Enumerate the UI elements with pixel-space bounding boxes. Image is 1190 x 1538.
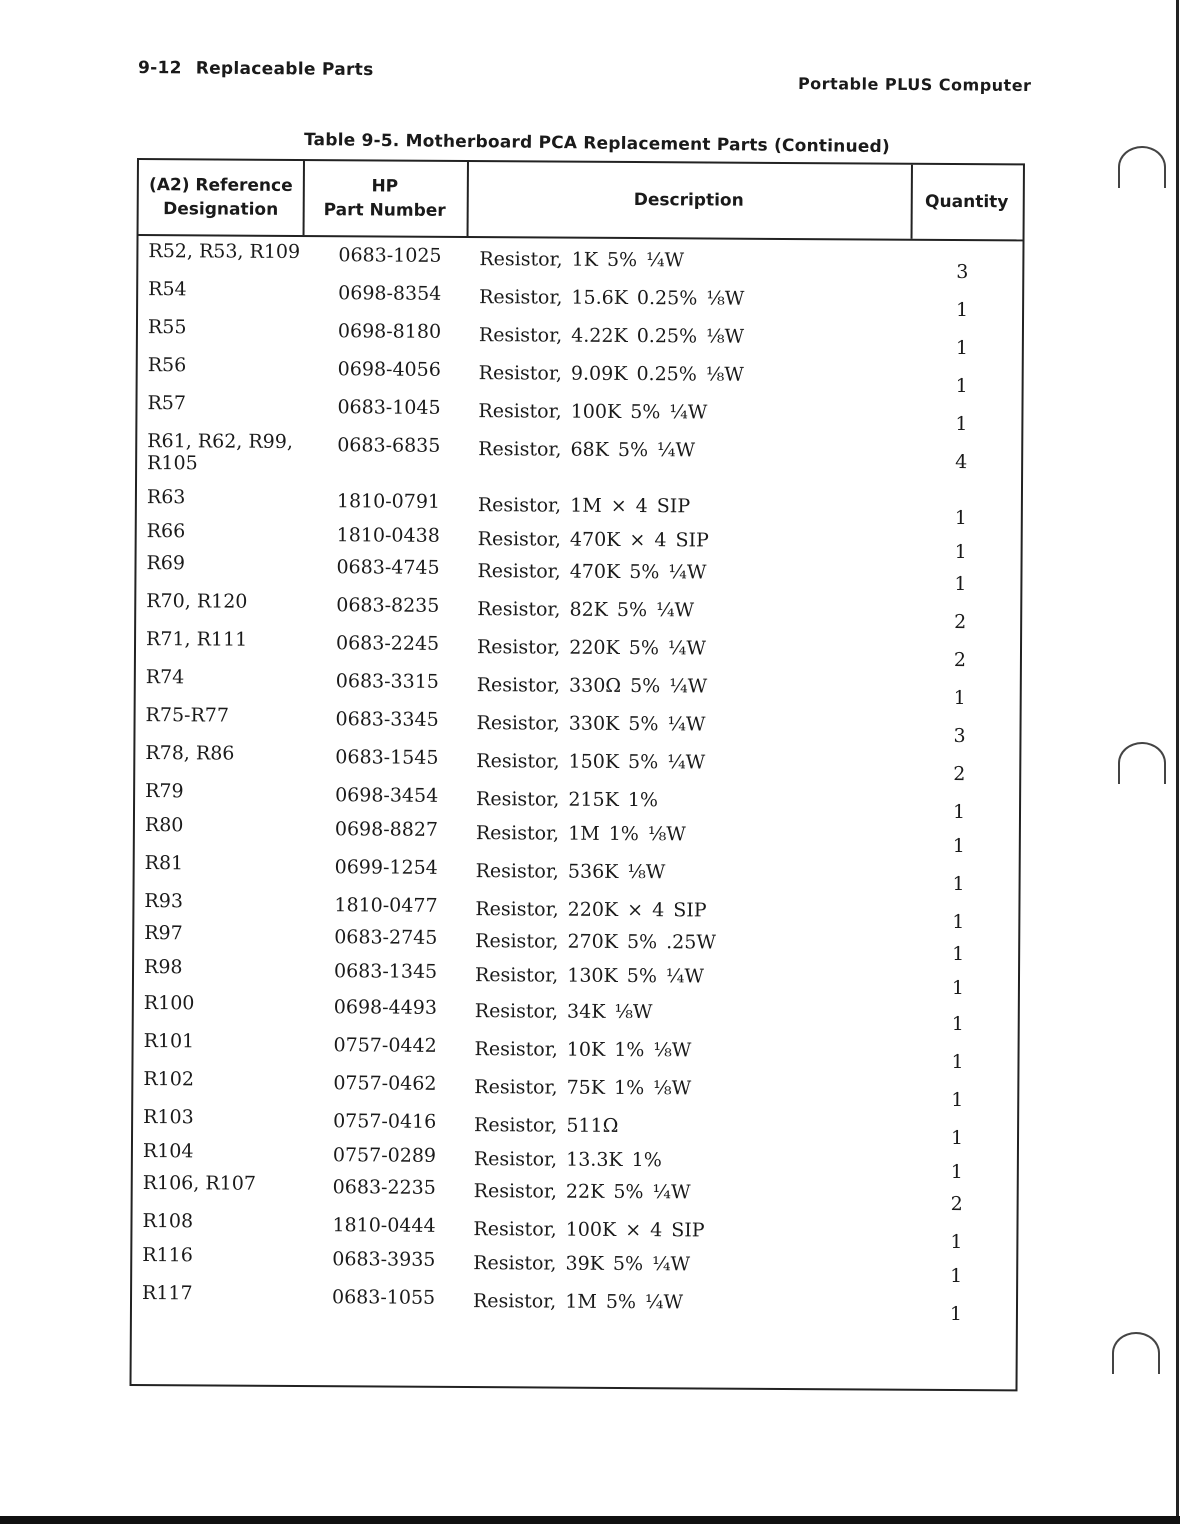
table-row [135, 780, 1019, 824]
reference-designation: R102 [143, 1068, 195, 1091]
reference-designation: R70, R120 [146, 590, 248, 613]
quantity: 1 [953, 686, 966, 710]
binder-hole-top [1118, 146, 1166, 188]
reference-designation: R80 [144, 814, 184, 837]
part-number: 0757-0416 [333, 1110, 437, 1133]
description: Resistor, 13.3K 1% [473, 1148, 662, 1172]
reference-designation: R98 [143, 956, 183, 979]
table-row [132, 1282, 1016, 1326]
table-header-row [139, 160, 1023, 241]
reference-designation: R52, R53, R109 [148, 240, 301, 263]
table-row [137, 552, 1021, 596]
reference-designation: R57 [147, 392, 187, 415]
description: Resistor, 215K 1% [476, 788, 659, 812]
quantity: 1 [955, 413, 968, 436]
reference-designation: R93 [144, 890, 184, 913]
quantity: 1 [954, 541, 967, 564]
part-number: 0683-2235 [332, 1176, 436, 1199]
table-row [137, 486, 1021, 530]
table-row [138, 278, 1022, 322]
part-number: 0683-1545 [335, 746, 439, 769]
reference-designation: R117 [141, 1282, 193, 1305]
part-number: 0757-0442 [333, 1034, 437, 1057]
quantity: 3 [956, 261, 969, 284]
page-edge [1176, 0, 1179, 1524]
part-number: 0683-2245 [335, 632, 440, 655]
quantity: 1 [956, 299, 969, 322]
binder-hole-bottom [1112, 1332, 1160, 1374]
table-row [138, 392, 1022, 436]
part-number: 0698-4056 [337, 358, 441, 381]
part-number: 0698-4493 [333, 996, 438, 1019]
quantity: 2 [950, 1192, 963, 1216]
description: Resistor, 68K 5% ¼W [478, 438, 696, 462]
table-row [138, 316, 1022, 360]
part-number: 0757-0289 [332, 1144, 437, 1167]
table-row [136, 628, 1020, 672]
table-row [138, 354, 1022, 398]
reference-designation: R71, R111 [145, 628, 248, 651]
quantity: 1 [951, 1050, 964, 1074]
description: Resistor, 330K 5% ¼W [476, 712, 706, 736]
quantity: 1 [952, 834, 965, 858]
product-title: Portable PLUS Computer [797, 74, 1032, 96]
part-number: 0698-3454 [335, 784, 439, 807]
description: Resistor, 34K ⅛W [474, 1000, 653, 1024]
quantity: 2 [953, 762, 966, 786]
description: Resistor, 511Ω [474, 1114, 619, 1137]
column-header-part-number-line1: HP [371, 176, 399, 197]
description: Resistor, 1K 5% ¼W [479, 248, 685, 272]
reference-designation: R116 [142, 1244, 193, 1267]
reference-designation: R97 [144, 922, 183, 945]
description: Resistor, 9.09K 0.25% ⅛W [478, 362, 744, 386]
reference-designation: R79 [145, 780, 184, 803]
table-row [133, 1210, 1017, 1254]
quantity: 1 [950, 1160, 963, 1184]
binder-hole-middle [1118, 742, 1166, 784]
part-number: 0683-3935 [332, 1248, 436, 1271]
part-number: 0698-8827 [334, 818, 439, 841]
quantity: 4 [955, 451, 968, 474]
part-number: 0683-4745 [336, 556, 440, 579]
reference-designation: R78, R86 [145, 742, 235, 765]
quantity: 1 [952, 800, 966, 824]
part-number: 0683-1345 [333, 960, 438, 983]
part-number: 0757-0462 [333, 1072, 437, 1095]
quantity: 1 [951, 1088, 964, 1112]
description: Resistor, 39K 5% ¼W [473, 1252, 691, 1276]
quantity: 1 [952, 872, 965, 896]
table-row [134, 922, 1018, 966]
part-number: 0683-3345 [335, 708, 439, 731]
table-row [132, 1244, 1016, 1288]
description: Resistor, 220K × 4 SIP [475, 898, 707, 922]
column-header-reference-line1: (A2) Reference [148, 175, 293, 196]
table-row [138, 240, 1022, 284]
table-title: Table 9-5. Motherboard PCA Replacement Parts (Continued) [303, 130, 891, 158]
description: Resistor, 100K × 4 SIP [473, 1218, 705, 1242]
reference-designation: R61, R62, R99, R105 [147, 430, 293, 475]
section-title: Replaceable Parts [195, 58, 374, 81]
quantity: 1 [954, 573, 967, 596]
description: Resistor, 1M 5% ¼W [472, 1290, 684, 1314]
part-number: 1810-0791 [336, 490, 441, 513]
part-number: 0698-8180 [337, 320, 442, 343]
description: Resistor, 130K 5% ¼W [474, 964, 704, 988]
quantity: 2 [954, 611, 967, 634]
column-header-reference-line2: Designation [163, 199, 279, 220]
table-row [136, 704, 1020, 748]
quantity: 2 [953, 649, 967, 672]
column-header-description: Description [467, 162, 913, 239]
description: Resistor, 10K 1% ⅛W [474, 1038, 692, 1062]
description: Resistor, 470K 5% ¼W [477, 560, 707, 584]
quantity: 1 [951, 1012, 964, 1036]
quantity: 1 [952, 942, 965, 966]
column-header-quantity: Quantity [925, 191, 1009, 213]
part-number: 1810-0438 [336, 524, 440, 547]
description: Resistor, 100K 5% ¼W [478, 400, 708, 424]
table-row [135, 814, 1019, 858]
description: Resistor, 15.6K 0.25% ⅛W [479, 286, 745, 310]
description: Resistor, 150K 5% ¼W [476, 750, 706, 774]
table-row [133, 1106, 1017, 1150]
page-number: 9-12 [137, 58, 182, 79]
quantity: 1 [955, 375, 968, 398]
parts-table [129, 158, 1024, 1391]
reference-designation: R56 [147, 354, 187, 377]
description: Resistor, 536K ⅛W [475, 860, 666, 884]
quantity: 1 [952, 910, 965, 934]
reference-designation: R100 [143, 992, 195, 1015]
quantity: 1 [950, 1264, 963, 1288]
quantity: 1 [950, 1230, 963, 1254]
description: Resistor, 330Ω 5% ¼W [476, 674, 708, 698]
part-number: 1810-0477 [334, 894, 438, 917]
table-row [136, 590, 1020, 634]
table-row [135, 742, 1019, 786]
reference-designation: R108 [142, 1210, 194, 1233]
part-number: 0698-8354 [338, 282, 442, 305]
quantity: 1 [955, 337, 969, 360]
description: Resistor, 270K 5% .25W [475, 930, 716, 954]
part-number: 0683-6835 [337, 434, 441, 457]
table-row [134, 956, 1018, 1000]
description: Resistor, 4.22K 0.25% ⅛W [478, 324, 745, 348]
page-bottom-edge [0, 1516, 1180, 1524]
description: Resistor, 470K × 4 SIP [477, 528, 709, 552]
description: Resistor, 75K 1% ⅛W [474, 1076, 692, 1100]
part-number: 0683-1055 [331, 1286, 436, 1309]
quantity: 1 [950, 1126, 964, 1150]
page-header-left [138, 58, 374, 80]
part-number: 0683-2745 [334, 926, 438, 949]
part-number: 0683-8235 [336, 594, 440, 617]
reference-designation: R55 [147, 316, 187, 339]
table-row [134, 1030, 1018, 1074]
reference-designation: R81 [144, 852, 184, 875]
reference-designation: R74 [145, 666, 185, 689]
table-row [135, 852, 1019, 896]
part-number: 0683-3315 [335, 670, 440, 693]
description: Resistor, 82K 5% ¼W [477, 598, 695, 622]
quantity: 3 [953, 724, 966, 748]
reference-designation: R75-R77 [145, 704, 230, 727]
reference-designation: R66 [146, 520, 186, 543]
table-row [136, 666, 1020, 710]
column-header-part-number-line2: Part Number [323, 200, 446, 221]
reference-designation: R101 [143, 1030, 195, 1053]
description: Resistor, 1M × 4 SIP [477, 494, 691, 518]
reference-designation: R63 [146, 486, 186, 509]
quantity: 1 [954, 507, 967, 530]
description: Resistor, 220K 5% ¼W [476, 636, 706, 660]
reference-designation: R69 [146, 552, 186, 575]
column-header-reference [139, 160, 305, 235]
reference-designation: R104 [142, 1140, 194, 1163]
table-row [133, 1172, 1017, 1216]
quantity: 1 [949, 1302, 963, 1326]
description: Resistor, 22K 5% ¼W [473, 1180, 691, 1204]
description: Resistor, 1M 1% ⅛W [475, 822, 686, 846]
part-number: 0683-1045 [337, 396, 441, 419]
part-number: 1810-0444 [332, 1214, 436, 1237]
reference-designation: R106, R107 [142, 1172, 257, 1195]
part-number: 0683-1025 [338, 244, 442, 267]
table-row [133, 1068, 1017, 1112]
table-row [134, 992, 1018, 1036]
quantity: 1 [951, 976, 965, 1000]
reference-designation: R103 [143, 1106, 194, 1129]
reference-designation: R54 [148, 278, 187, 301]
part-number: 0699-1254 [334, 856, 438, 879]
column-header-part-number [303, 161, 469, 236]
table-row [137, 430, 1021, 475]
